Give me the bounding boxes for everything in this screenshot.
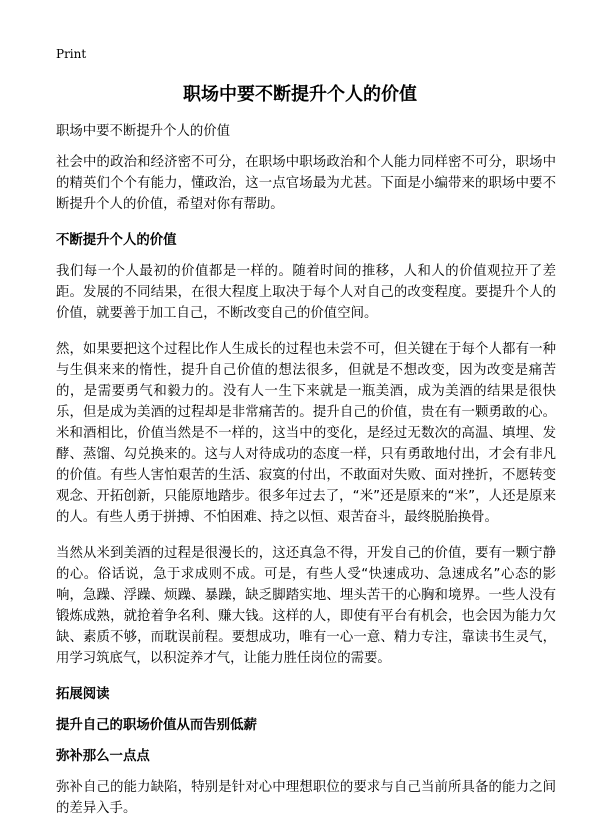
paragraph-3: 当然从米到美酒的过程是很漫长的，这还真急不得，开发自己的价值，要有一颗宁静的心。俗话说，急于求成则不成。可是，有些人受“快速成功、急速成名”心态的影响，急躁、浮躁、烦躁、暴躁，缺乏脚踏实地、埋头苦干的心胸和境界。一些人没有锻炼成熟，就抢着争名利、赚大钱。这样的人，即使有平台有机会，也会因为能力欠缺、素质不够，而耽误前程。要想成功，唯有一心一意、精力专注，靠读书生灵气，用学习筑底气，以积淀养才气，让能力胜任岗位的需要。 <box>56 546 556 666</box>
paragraph-4: 弥补自己的能力缺陷，特别是针对心中理想职位的要求与自己当前所具备的能力之间的差异入手。 <box>56 780 556 816</box>
page-title: 职场中要不断提升个人的价值 <box>183 84 417 105</box>
article-body <box>56 121 556 819</box>
article-subtitle: 职场中要不断提升个人的价值 <box>56 124 231 139</box>
intro-paragraph: 社会中的政治和经济密不可分，在职场中职场政治和个人能力同样密不可分，职场中的精英们个个有能力，懂政治，这一点官场最为尤甚。下面是小编带来的职场中要不断提升个人的价值，希望对你有帮助。 <box>56 155 556 212</box>
section-heading-career-value: 提升自己的职场价值从而告别低薪 <box>56 718 257 733</box>
print-label[interactable]: Print <box>56 47 87 61</box>
paragraph-2: 然，如果要把这个过程比作人生成长的过程也未尝不可，但关键在于每个人都有一种与生俱来来的惰性，提升自己价值的想法很多，但就是不想改变，因为改变是痛苦的，是需要勇气和毅力的。没有人一生下来就是一瓶美酒，成为美酒的结果是很快乐，但是成为美酒的过程却是非常痛苦的。提升自己的价值，贵在有一颗勇敢的心。米和酒相比，价值当然是不一样的，这当中的变化，是经过无数次的高温、填埋、发酵、蒸馏、勾兑换来的。这与人对待成功的态度一样，只有勇敢地付出，才会有非凡的价值。有些人害怕艰苦的生活、寂寞的付出，不敢面对失败、面对挫折，不愿转变观念、开拓创新，只能原地踏步。很多年过去了，“米”还是原来的“米”，人还是原来的人。有些人勇于拼搏、不怕困难、持之以恒、艰苦奋斗，最终脱胎换骨。 <box>56 342 556 525</box>
section-heading-improve-value: 不断提升个人的价值 <box>56 233 177 248</box>
section-heading-extended-reading: 拓展阅读 <box>56 687 110 702</box>
section-heading-make-up: 弥补那么一点点 <box>56 749 150 764</box>
paragraph-1: 我们每一个人最初的价值都是一样的。随着时间的推移，人和人的价值观拉开了差距。发展的不同结果，在很大程度上取决于每个人对自己的改变程度。要提升个人的价值，就要善于加工自己，不断改变自己的价值空间。 <box>56 264 556 321</box>
